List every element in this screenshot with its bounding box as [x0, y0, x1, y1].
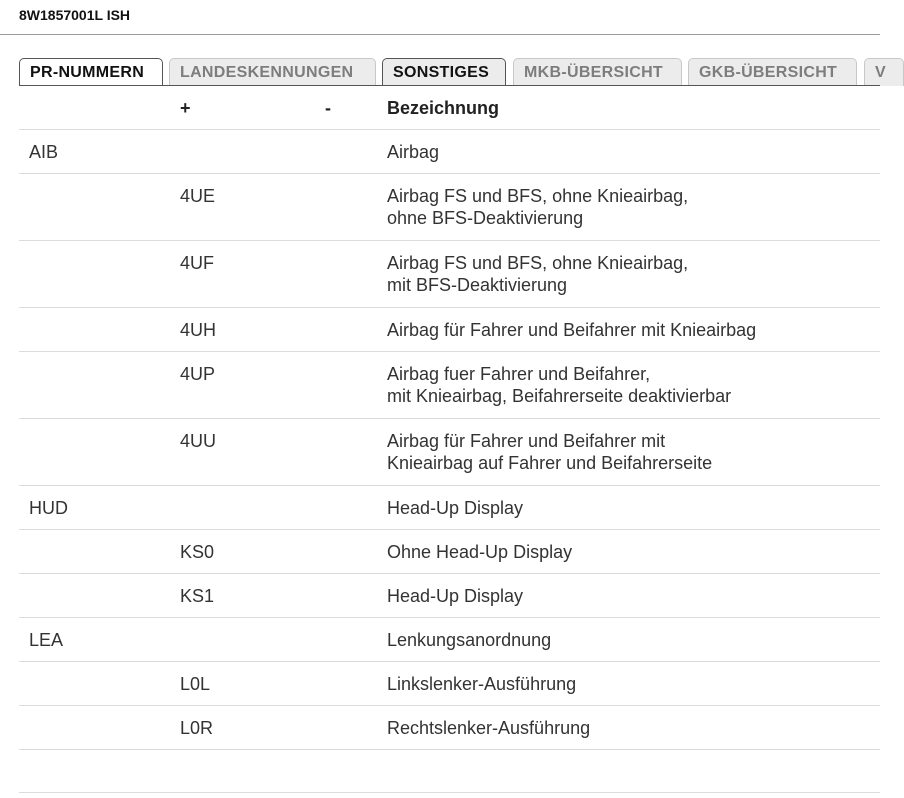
pr-code: KS0	[180, 542, 215, 562]
table-row[interactable]	[19, 308, 880, 352]
header-bezeichnung: Bezeichnung	[387, 98, 500, 118]
description: Airbag	[387, 142, 440, 162]
group-code: HUD	[29, 498, 68, 518]
title-bar	[0, 0, 880, 35]
table-row[interactable]	[19, 618, 880, 662]
tab-sonstiges[interactable]: SONSTIGES	[382, 58, 506, 86]
tab-more[interactable]: V	[864, 58, 904, 86]
tab-landeskennungen[interactable]: LANDESKENNUNGEN	[169, 58, 376, 86]
table-row[interactable]	[19, 486, 880, 530]
table-row[interactable]	[19, 241, 880, 308]
description: Head-Up Display	[387, 586, 524, 606]
table-row[interactable]	[19, 130, 880, 174]
pr-code: L0L	[180, 674, 211, 694]
table-row[interactable]	[19, 662, 880, 706]
tab-mkb-uebersicht[interactable]: MKB-ÜBERSICHT	[513, 58, 682, 86]
table-row[interactable]	[19, 352, 880, 419]
pr-code: 4UU	[180, 431, 217, 451]
description: Airbag FS und BFS, ohne Knieairbag, ohne BFS-Deaktivierung	[387, 186, 689, 228]
description: Airbag FS und BFS, ohne Knieairbag, mit BFS-Deaktivierung	[387, 253, 689, 295]
header-plus: +	[180, 98, 191, 118]
bottom-divider	[19, 792, 880, 793]
table-row[interactable]	[19, 530, 880, 574]
tab-bar	[19, 58, 886, 86]
pr-code: 4UE	[180, 186, 216, 206]
description: Airbag für Fahrer und Beifahrer mit Knieairbag	[387, 320, 757, 340]
description: Linkslenker-Ausführung	[387, 674, 577, 694]
description: Ohne Head-Up Display	[387, 542, 573, 562]
group-code: AIB	[29, 142, 59, 162]
description: Head-Up Display	[387, 498, 524, 518]
window-title: 8W1857001L ISH	[19, 7, 131, 23]
table-row[interactable]	[19, 706, 880, 750]
table-row[interactable]	[19, 174, 880, 241]
tab-gkb-uebersicht[interactable]: GKB-ÜBERSICHT	[688, 58, 857, 86]
pr-code: L0R	[180, 718, 214, 738]
pr-code: 4UP	[180, 364, 216, 384]
pr-code: 4UF	[180, 253, 215, 273]
table-header	[19, 86, 880, 130]
pr-code: 4UH	[180, 320, 217, 340]
tab-pr-nummern[interactable]: PR-NUMMERN	[19, 58, 163, 86]
pr-code: KS1	[180, 586, 215, 606]
table-row[interactable]	[19, 574, 880, 618]
description: Airbag fuer Fahrer und Beifahrer, mit Knieairbag, Beifahrerseite deaktivierbar	[387, 364, 732, 406]
group-code: LEA	[29, 630, 64, 650]
header-minus: -	[325, 98, 331, 118]
table-row[interactable]	[19, 419, 880, 486]
pr-table	[19, 86, 880, 750]
description: Rechtslenker-Ausführung	[387, 718, 591, 738]
description: Lenkungsanordnung	[387, 630, 552, 650]
description: Airbag für Fahrer und Beifahrer mit Knieairbag auf Fahrer und Beifahrerseite	[387, 431, 713, 473]
